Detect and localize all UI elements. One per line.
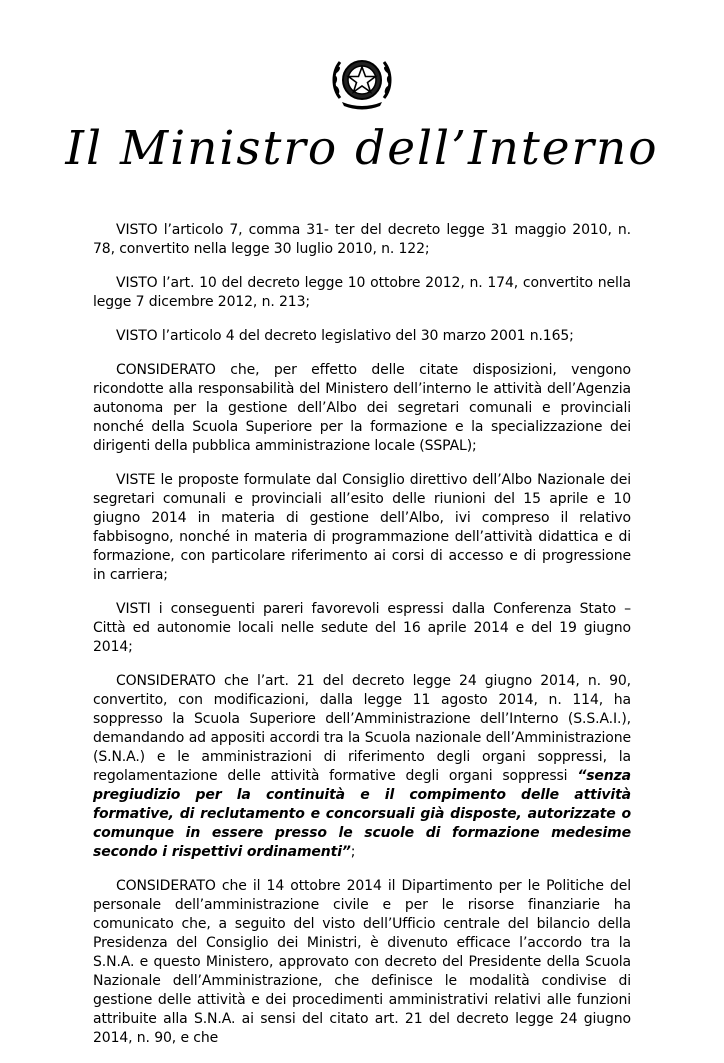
republic-emblem-icon — [330, 50, 394, 112]
paragraph: VISTO l’art. 10 del decreto legge 10 ottobre 2012, n. 174, convertito nella legge 7 dicembre 2012, n. 213; — [93, 275, 631, 310]
paragraph: VISTO l’articolo 4 del decreto legislativo del 30 marzo 2001 n.165; — [116, 328, 574, 344]
quoted-provision: “senza pregiudizio per la continuità e il compimento delle attività formative, di reclutamento e concorsuali già disposte, autorizzate o comunque in essere presso le scuole di formazione medesime secondo i rispettivi ordinamenti” — [93, 768, 631, 860]
document-masthead: Il Ministro dell’Interno — [65, 121, 659, 176]
paragraph: CONSIDERATO che il 14 ottobre 2014 il Dipartimento per le Politiche del personale dell’amministrazione civile e per le risorse finanziarie ha comunicato che, a seguito del visto dell’Ufficio centrale del bilancio della Presidenza del Consiglio dei Ministri, è divenuto efficace l’accordo tra la S.N.A. e questo Ministero, approvato con decreto del Presidente della Scuola Nazionale dell’Amministrazione, che definisce le modalità condivise di gestione delle attività e dei procedimenti amministrativi relativi alle funzioni attribuite alla S.N.A. ai sensi del citato art. 21 del decreto legge 24 giugno 2014, n. 90, e che — [93, 878, 631, 1046]
document-body — [93, 221, 631, 1063]
paragraph: VISTO l’articolo 7, comma 31- ter del decreto legge 31 maggio 2010, n. 78, convertito nella legge 30 luglio 2010, n. 122; — [93, 222, 631, 257]
paragraph-text: CONSIDERATO che l’art. 21 del decreto legge 24 giugno 2014, n. 90, convertito, con modificazioni, dalla legge 11 agosto 2014, n. 114, ha soppresso la Scuola Superiore dell’Amministrazione dell’Interno (S.S.A.I.), demandando ad appositi accordi tra la Scuola nazionale dell’Amministrazione (S.N.A.) e le amministrazioni di riferimento degli organi soppressi, la regolamentazione delle attività formative degli organi soppressi — [93, 673, 631, 784]
paragraph: VISTI i conseguenti pareri favorevoli espressi dalla Conferenza Stato – Città ed autonomie locali nelle sedute del 16 aprile 2014 e del 19 giugno 2014; — [93, 601, 631, 655]
paragraph — [93, 672, 631, 862]
paragraph: VISTE le proposte formulate dal Consiglio direttivo dell’Albo Nazionale dei segretari comunali e provinciali all’esito delle riunioni del 15 aprile e 10 giugno 2014 in materia di gestione dell’Albo, ivi compreso il relativo fabbisogno, nonché in materia di programmazione dell’attività didattica e di formazione, con particolare riferimento ai corsi di accesso e di progressione in carriera; — [93, 472, 631, 583]
paragraph-tail: ; — [350, 844, 356, 860]
paragraph: CONSIDERATO che, per effetto delle citate disposizioni, vengono ricondotte alla responsabilità del Ministero dell’interno le attività dell’Agenzia autonoma per la gestione dell’Albo dei segretari comunali e provinciali nonché della Scuola Superiore per la formazione e la specializzazione dei dirigenti della pubblica amministrazione locale (SSPAL); — [93, 362, 631, 454]
